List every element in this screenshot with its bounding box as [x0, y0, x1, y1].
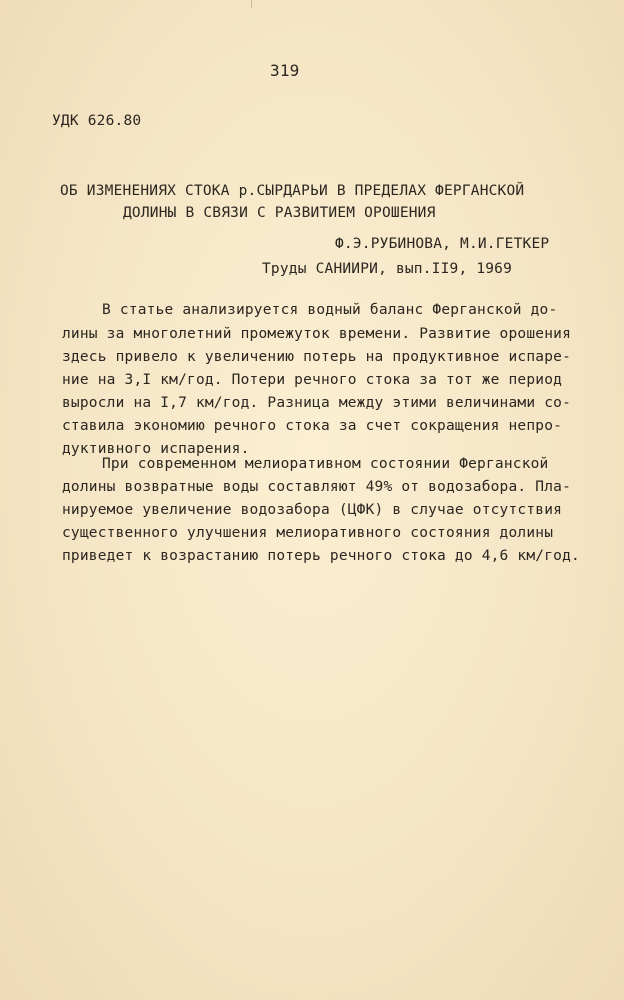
paragraph-1-line-5: выросли на I,7 км/год. Разница между этими величинами со-	[62, 395, 571, 411]
source-citation: Труды САНИИРИ, вып.II9, 1969	[262, 261, 513, 277]
udk-code: УДК 626.80	[52, 113, 142, 129]
page-number: 319	[270, 61, 300, 80]
authors: Ф.Э.РУБИНОВА, М.И.ГЕТКЕР	[335, 236, 550, 252]
paragraph-2-line-4: существенного улучшения мелиоративного состояния долины	[62, 525, 554, 541]
paragraph-2-line-3: нируемое увеличение водозабора (ЦФК) в случае отсутствия	[62, 502, 563, 518]
paragraph-2-line-1: При современном мелиоративном состоянии Ферганской	[102, 456, 549, 472]
paragraph-1-line-1: В статье анализируется водный баланс Ферганской до-	[102, 302, 558, 318]
paragraph-1-line-6: ставила экономию речного стока за счет сокращения непро-	[62, 418, 563, 434]
paper-mark	[251, 0, 252, 8]
paragraph-1-line-4: ние на 3,I км/год. Потери речного стока за тот же период	[62, 372, 563, 388]
paragraph-1-line-7: дуктивного испарения.	[62, 441, 250, 457]
paragraph-1-line-2: лины за многолетний промежуток времени. Развитие орошения	[62, 326, 571, 342]
title-line-1: ОБ ИЗМЕНЕНИЯХ СТОКА р.СЫРДАРЬИ В ПРЕДЕЛАХ ФЕРГАНСКОЙ	[60, 183, 525, 199]
title-line-2: ДОЛИНЫ В СВЯЗИ С РАЗВИТИЕМ ОРОШЕНИЯ	[123, 205, 436, 221]
paragraph-2-line-2: долины возвратные воды составляют 49% от водозабора. Пла-	[62, 479, 571, 495]
paragraph-1-line-3: здесь привело к увеличению потерь на продуктивное испаре-	[62, 349, 571, 365]
paragraph-2-line-5: приведет к возрастанию потерь речного стока до 4,6 км/год.	[62, 548, 580, 564]
